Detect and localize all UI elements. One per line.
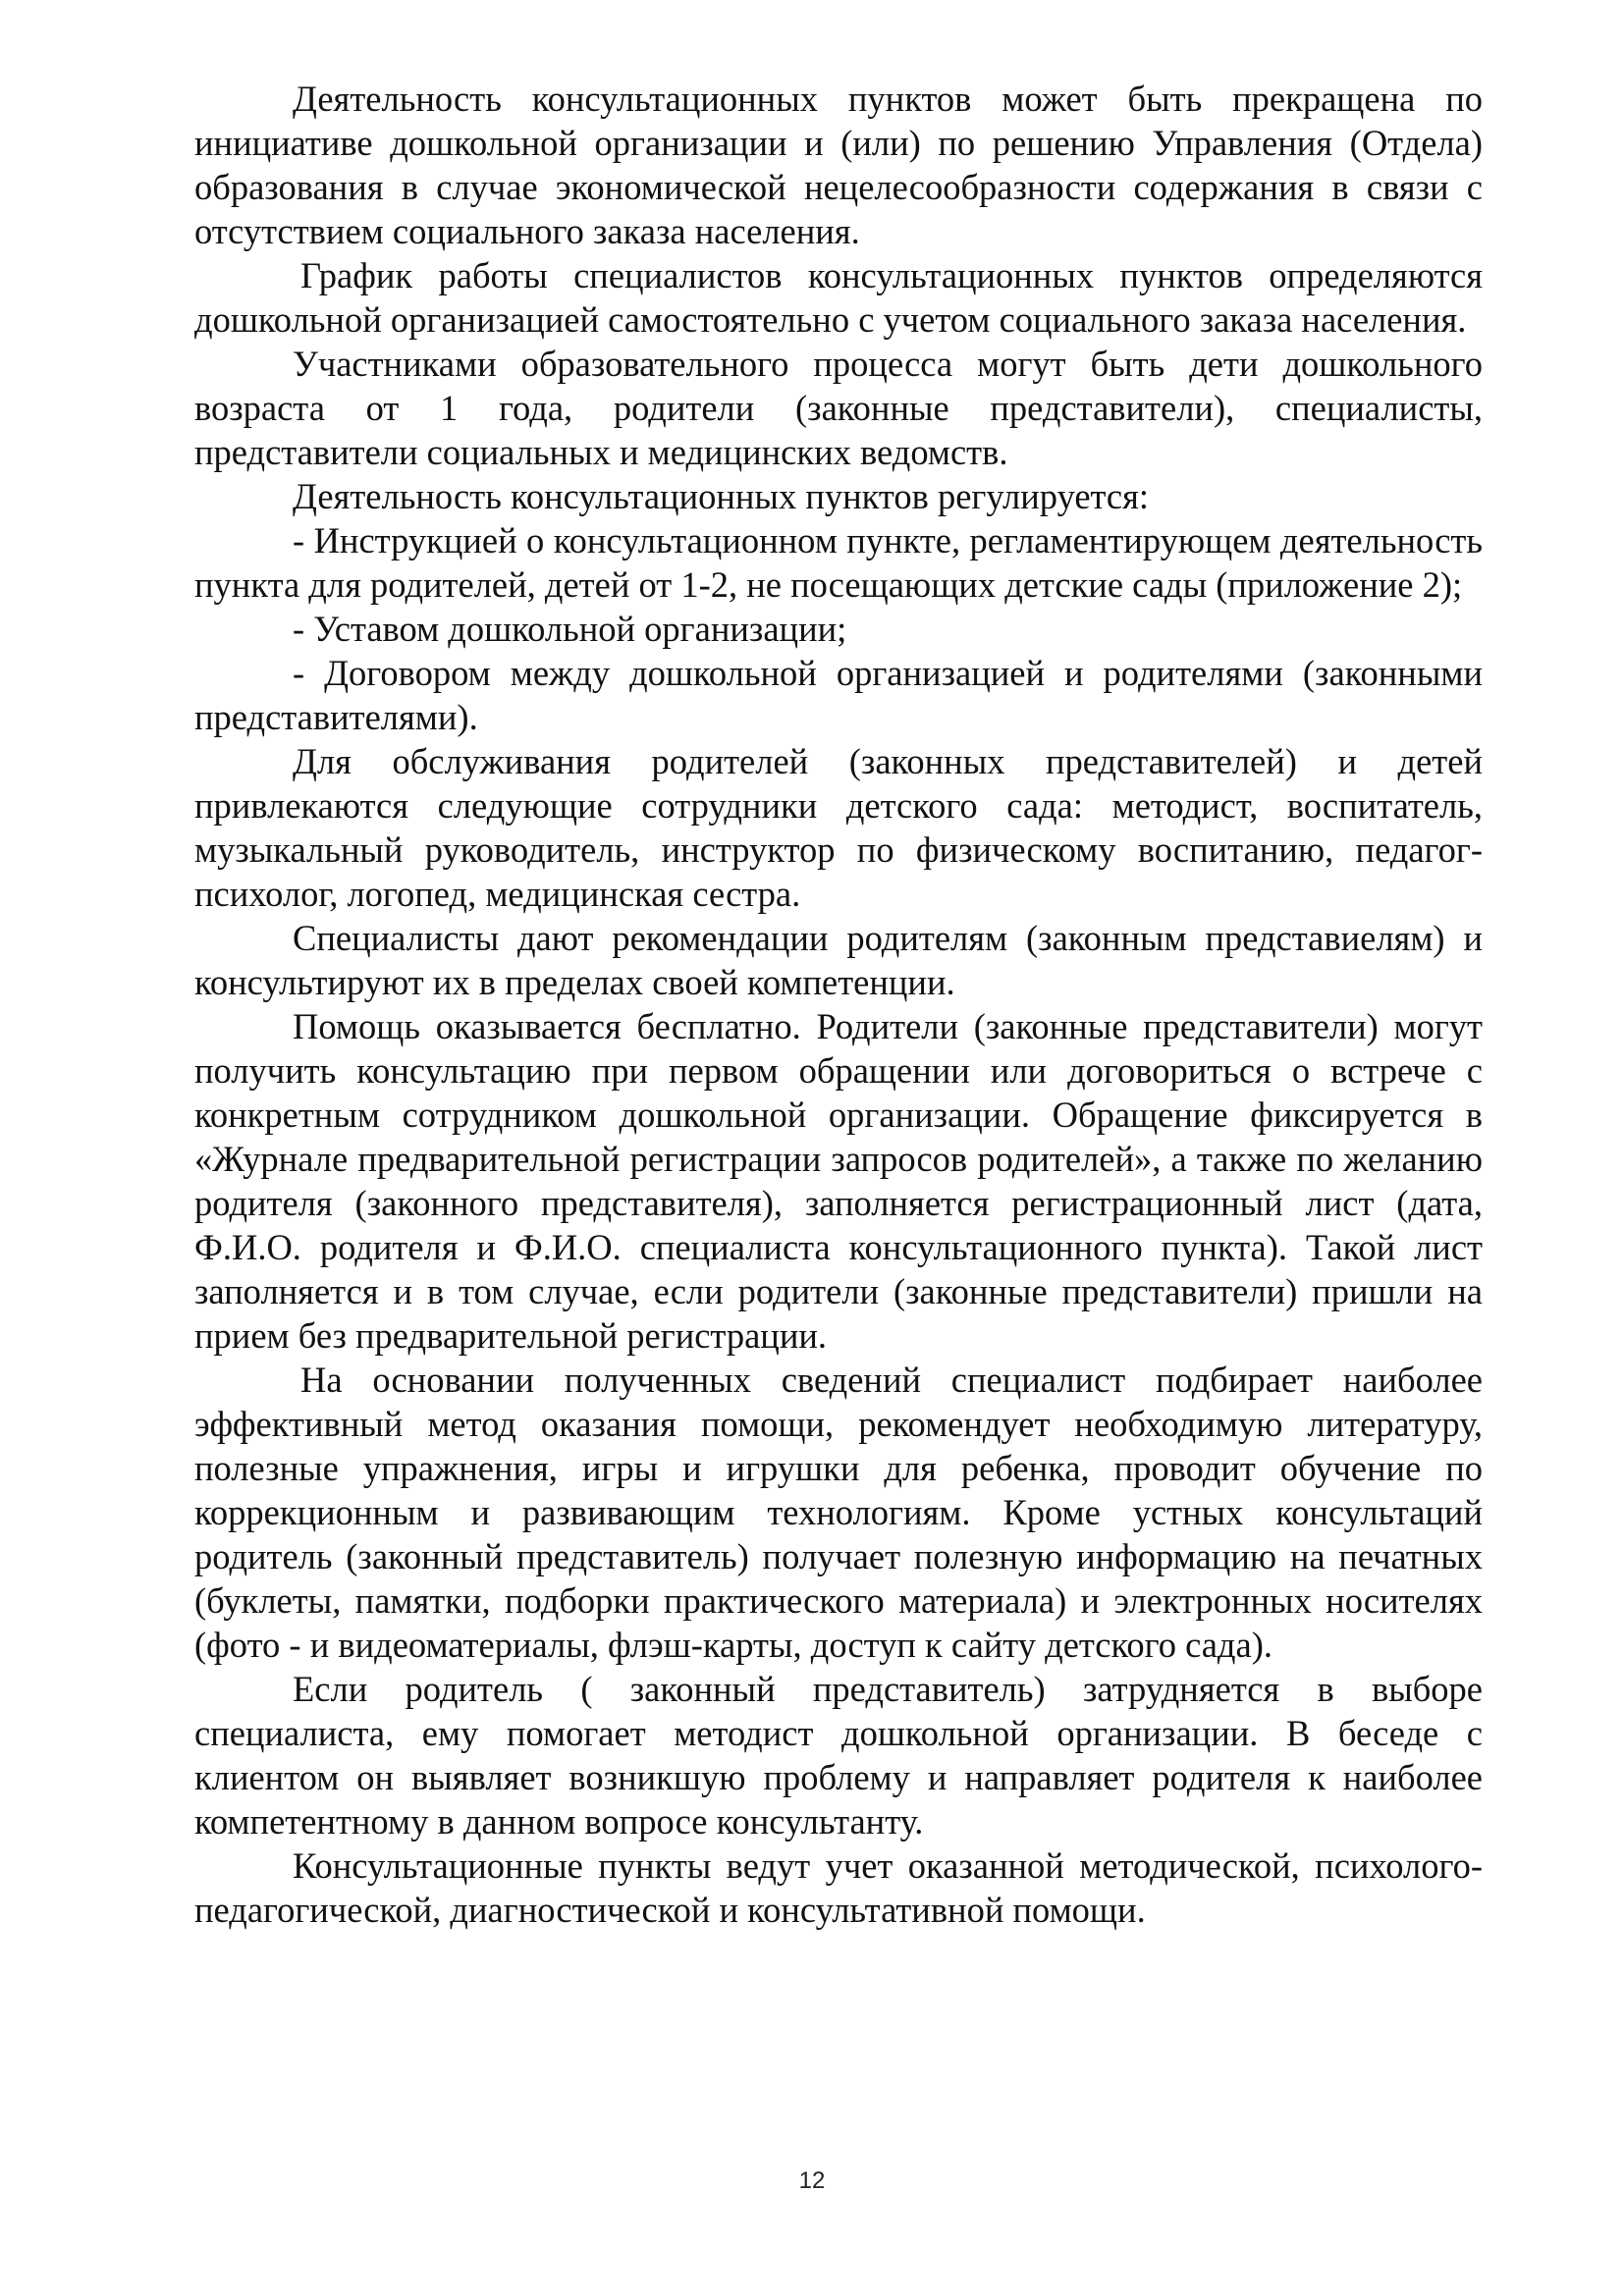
paragraph-specialists: Специалисты дают рекомендации родителям (законным представиелям) и консультируют их в пределах своей компетенции. [194,918,1483,1002]
body-text [194,77,1483,1932]
paragraph-regulation-contract: - Договором между дошкольной организацией и родителями (законными представителями). [194,653,1483,737]
paragraph-regulation-instruction: - Инструкцией о консультационном пункте, регламентирующем деятельность пункта для родителей, детей от 1-2, не посещающих детские сады (приложение 2); [194,520,1483,605]
paragraph-schedule: График работы специалистов консультационных пунктов определяются дошкольной организацией самостоятельно с учетом социального заказа населения. [194,255,1483,340]
paragraph-regulation-intro: Деятельность консультационных пунктов регулируется: [293,476,1150,516]
page-number: 12 [798,2167,826,2194]
paragraph-free-help: Помощь оказывается бесплатно. Родители (законные представители) могут получить консультацию при первом обращении или договориться о встрече с конкретным сотрудником дошкольной организации. Обращение фиксируется в «Журнале предварительной регистрации запросов родителей», а также по желанию родителя (законного представителя), заполняется регистрационный лист (дата, Ф.И.О. родителя и Ф.И.О. специалиста консультационного пункта). Такой лист заполняется и в том случае, если родители (законные представители) пришли на прием без предварительной регистрации. [194,1006,1483,1356]
paragraph-regulation-charter: - Уставом дошкольной организации; [293,609,847,649]
paragraph-participants: Участниками образовательного процесса могут быть дети дошкольного возраста от 1 года, родители (законные представители), специалисты, представители социальных и медицинских ведомств. [194,344,1483,472]
paragraph-staff: Для обслуживания родителей (законных представителей) и детей привлекаются следующие сотрудники детского сада: методист, воспитатель, музыкальный руководитель, инструктор по физическому воспитанию, педагог-психолог, логопед, медицинская сестра. [194,741,1483,914]
paragraph-method: На основании полученных сведений специалист подбирает наиболее эффективный метод оказания помощи, рекомендует необходимую литературу, полезные упражнения, игры и игрушки для ребенка, проводит обучение по коррекционным и развивающим технологиям. Кроме устных консультаций родитель (законный представитель) получает полезную информацию на печатных (буклеты, памятки, подборки практического материала) и электронных носителях (фото - и видеоматериалы, флэш-карты, доступ к сайту детского сада). [194,1360,1483,1665]
paragraph-accounting: Консультационные пункты ведут учет оказанной методической, психолого-педагогической, диагностической и консультативной помощи. [194,1845,1483,1930]
paragraph-termination: Деятельность консультационных пунктов может быть прекращена по инициативе дошкольной организации и (или) по решению Управления (Отдела) образования в случае экономической нецелесообразности содержания в связи с отсутствием социального заказа населения. [194,79,1483,251]
paragraph-choice: Если родитель ( законный представитель) затрудняется в выборе специалиста, ему помогает методист дошкольной организации. В беседе с клиентом он выявляет возникшую проблему и направляет родителя к наиболее компетентному в данном вопросе консультанту. [194,1669,1483,1842]
